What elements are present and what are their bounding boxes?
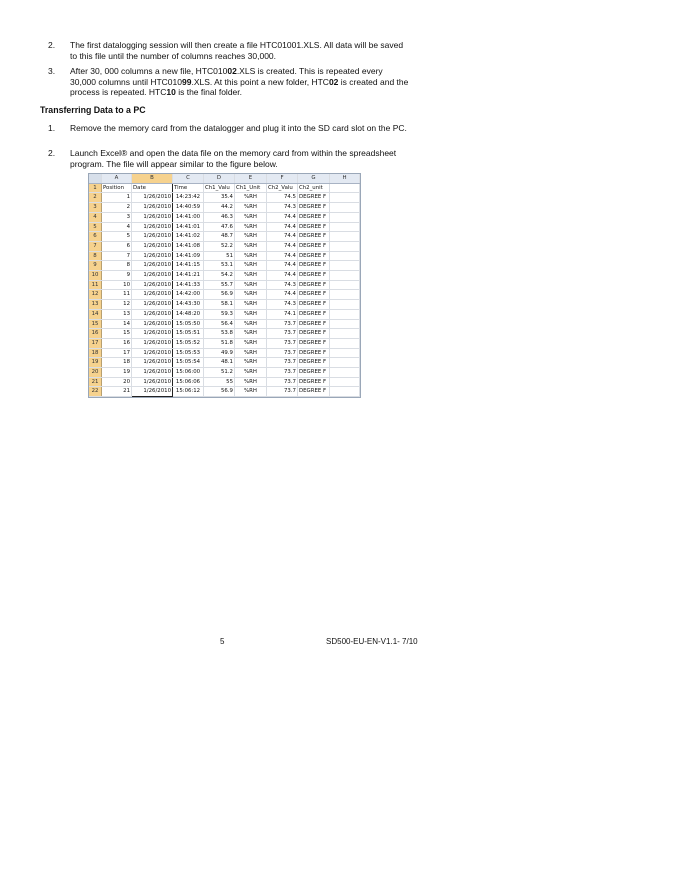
select-all-corner (89, 174, 102, 183)
header-cell: Ch1_Unit (235, 183, 267, 193)
table-cell: %RH (235, 309, 267, 319)
table-row (89, 387, 360, 397)
table-cell: 7 (102, 251, 132, 261)
spreadsheet-table (89, 174, 360, 397)
table-cell: %RH (235, 329, 267, 339)
table-cell: DEGREE F (298, 222, 330, 232)
table-cell: 1/26/2010 (132, 377, 173, 387)
row-number: 10 (89, 271, 102, 281)
table-cell: 35.4 (204, 193, 235, 203)
table-cell (330, 319, 360, 329)
table-row (89, 271, 360, 281)
header-cell (330, 183, 360, 193)
table-cell: DEGREE F (298, 309, 330, 319)
table-cell: 74.3 (267, 300, 298, 310)
table-cell: 15:05:51 (173, 329, 204, 339)
column-letter: H (330, 174, 360, 183)
table-cell: %RH (235, 193, 267, 203)
table-cell (330, 193, 360, 203)
row-number: 3 (89, 203, 102, 213)
table-cell: 14:41:09 (173, 251, 204, 261)
table-cell: 49.9 (204, 348, 235, 358)
table-cell (330, 368, 360, 378)
table-cell: 14:41:33 (173, 280, 204, 290)
table-cell: 1/26/2010 (132, 261, 173, 271)
table-cell: 74.4 (267, 271, 298, 281)
header-cell: Date (132, 183, 173, 193)
table-cell: DEGREE F (298, 300, 330, 310)
table-row (89, 300, 360, 310)
table-cell (330, 290, 360, 300)
table-cell: 73.7 (267, 329, 298, 339)
table-cell: 14:40:59 (173, 203, 204, 213)
table-cell: %RH (235, 338, 267, 348)
row-number: 22 (89, 387, 102, 397)
table-cell: 58.1 (204, 300, 235, 310)
table-cell: %RH (235, 241, 267, 251)
column-letter: G (298, 174, 330, 183)
table-cell: 74.4 (267, 222, 298, 232)
table-cell: 1/26/2010 (132, 241, 173, 251)
table-cell: DEGREE F (298, 358, 330, 368)
table-row (89, 358, 360, 368)
table-row (89, 261, 360, 271)
table-cell (330, 329, 360, 339)
table-cell: DEGREE F (298, 251, 330, 261)
table-cell: %RH (235, 280, 267, 290)
table-row (89, 348, 360, 358)
table-cell: 56.9 (204, 387, 235, 397)
table-cell (330, 338, 360, 348)
table-cell: 1/26/2010 (132, 280, 173, 290)
table-row (89, 319, 360, 329)
table-cell: 19 (102, 368, 132, 378)
table-cell: 18 (102, 358, 132, 368)
table-cell: 51 (204, 251, 235, 261)
table-cell: 14:41:15 (173, 261, 204, 271)
column-letter: C (173, 174, 204, 183)
step-number: 3. (48, 66, 56, 76)
table-row (89, 368, 360, 378)
table-row (89, 290, 360, 300)
table-cell: DEGREE F (298, 193, 330, 203)
table-cell: 54.2 (204, 271, 235, 281)
table-row (89, 212, 360, 222)
table-cell: 5 (102, 232, 132, 242)
table-cell: 3 (102, 212, 132, 222)
table-cell: 73.7 (267, 319, 298, 329)
table-cell: %RH (235, 212, 267, 222)
header-cell: Ch2_unit (298, 183, 330, 193)
table-cell: 1/26/2010 (132, 203, 173, 213)
table-cell: %RH (235, 368, 267, 378)
table-cell: DEGREE F (298, 203, 330, 213)
column-letter: A (102, 174, 132, 183)
table-cell: 11 (102, 290, 132, 300)
table-cell (330, 387, 360, 397)
table-cell: DEGREE F (298, 290, 330, 300)
column-letter: F (267, 174, 298, 183)
table-cell: 1/26/2010 (132, 193, 173, 203)
table-cell: 15:05:50 (173, 319, 204, 329)
table-cell: 2 (102, 203, 132, 213)
table-cell: 74.3 (267, 203, 298, 213)
table-cell: 6 (102, 241, 132, 251)
table-row (89, 232, 360, 242)
table-cell: 74.1 (267, 309, 298, 319)
table-cell: 14:23:42 (173, 193, 204, 203)
table-cell: %RH (235, 203, 267, 213)
table-cell: 14:41:21 (173, 271, 204, 281)
table-cell: %RH (235, 290, 267, 300)
row-number: 13 (89, 300, 102, 310)
table-cell: 59.3 (204, 309, 235, 319)
table-row (89, 338, 360, 348)
table-row (89, 241, 360, 251)
table-cell: 1/26/2010 (132, 271, 173, 281)
column-letter: E (235, 174, 267, 183)
row-number: 7 (89, 241, 102, 251)
row-number: 14 (89, 309, 102, 319)
table-cell: 74.5 (267, 193, 298, 203)
row-number: 9 (89, 261, 102, 271)
table-cell: 1/26/2010 (132, 222, 173, 232)
table-cell: 1/26/2010 (132, 251, 173, 261)
column-letter: B (132, 174, 173, 183)
row-number: 11 (89, 280, 102, 290)
table-row (89, 377, 360, 387)
table-cell: 48.1 (204, 358, 235, 368)
table-cell: 73.7 (267, 387, 298, 397)
spreadsheet-figure (88, 173, 361, 398)
table-cell: %RH (235, 251, 267, 261)
table-cell: 15:05:52 (173, 338, 204, 348)
row-number: 12 (89, 290, 102, 300)
table-cell: 74.4 (267, 212, 298, 222)
header-cell: Ch2_Valu (267, 183, 298, 193)
table-cell: 44.2 (204, 203, 235, 213)
table-cell (330, 348, 360, 358)
table-cell: DEGREE F (298, 261, 330, 271)
table-cell: DEGREE F (298, 368, 330, 378)
table-cell: 1/26/2010 (132, 309, 173, 319)
step-number: 2. (48, 40, 56, 50)
table-cell: 55.7 (204, 280, 235, 290)
table-cell: 73.7 (267, 368, 298, 378)
table-row (89, 183, 360, 193)
row-number: 17 (89, 338, 102, 348)
table-cell: 1/26/2010 (132, 212, 173, 222)
table-cell: %RH (235, 319, 267, 329)
section-heading: Transferring Data to a PC (40, 105, 146, 115)
table-cell: 48.7 (204, 232, 235, 242)
table-cell (330, 280, 360, 290)
header-cell: Position (102, 183, 132, 193)
header-cell: Ch1_Valu (204, 183, 235, 193)
step-number: 2. (48, 148, 56, 158)
row-number: 20 (89, 368, 102, 378)
table-cell: 1/26/2010 (132, 300, 173, 310)
table-cell: 14:43:30 (173, 300, 204, 310)
table-cell: 20 (102, 377, 132, 387)
table-cell: %RH (235, 261, 267, 271)
table-cell: 1/26/2010 (132, 338, 173, 348)
table-cell: %RH (235, 358, 267, 368)
table-cell (330, 232, 360, 242)
table-row (89, 280, 360, 290)
table-cell: DEGREE F (298, 387, 330, 397)
table-cell: 9 (102, 271, 132, 281)
row-number: 19 (89, 358, 102, 368)
table-cell: 13 (102, 309, 132, 319)
table-row (89, 193, 360, 203)
table-cell: DEGREE F (298, 212, 330, 222)
page-number: 5 (220, 637, 225, 646)
row-number: 18 (89, 348, 102, 358)
table-cell: 10 (102, 280, 132, 290)
table-cell: 21 (102, 387, 132, 397)
table-cell: 1/26/2010 (132, 348, 173, 358)
table-cell: DEGREE F (298, 280, 330, 290)
table-cell: 4 (102, 222, 132, 232)
table-cell (330, 300, 360, 310)
row-number: 4 (89, 212, 102, 222)
table-row (89, 329, 360, 339)
step-text: After 30, 000 columns a new file, HTC01002.XLS is created. This is repeated every 30,000 columns until HTC01099.XLS. At this point a new folder, HTC02 is created and the process is repeated. HTC10 is the final folder. (70, 66, 409, 98)
table-row (89, 203, 360, 213)
table-cell: %RH (235, 348, 267, 358)
table-cell: DEGREE F (298, 232, 330, 242)
step-text: The first datalogging session will then create a file HTC01001.XLS. All data will be saved to this file until the number of columns reaches 30,000. (70, 40, 404, 61)
table-row (89, 222, 360, 232)
table-cell: %RH (235, 222, 267, 232)
table-cell (330, 251, 360, 261)
table-cell (330, 212, 360, 222)
table-cell: 1 (102, 193, 132, 203)
row-number: 6 (89, 232, 102, 242)
table-cell: DEGREE F (298, 377, 330, 387)
table-cell: 52.2 (204, 241, 235, 251)
row-number: 5 (89, 222, 102, 232)
table-cell: 14:48:20 (173, 309, 204, 319)
row-number: 1 (89, 183, 102, 193)
table-cell: 14 (102, 319, 132, 329)
table-cell: 15:06:12 (173, 387, 204, 397)
column-header-row (89, 174, 360, 183)
table-cell (330, 377, 360, 387)
table-cell: %RH (235, 377, 267, 387)
table-cell (330, 309, 360, 319)
table-cell: 74.4 (267, 290, 298, 300)
table-cell: 74.4 (267, 251, 298, 261)
table-cell: 14:41:08 (173, 241, 204, 251)
column-letter: D (204, 174, 235, 183)
table-cell: 74.4 (267, 232, 298, 242)
table-cell: DEGREE F (298, 329, 330, 339)
table-cell: 15:06:00 (173, 368, 204, 378)
table-cell (330, 261, 360, 271)
table-cell: 1/26/2010 (132, 358, 173, 368)
step-text: Launch Excel® and open the data file on the memory card from within the spreadsheet program. The file will appear similar to the figure below. (70, 148, 397, 169)
table-cell: 56.4 (204, 319, 235, 329)
table-cell: 1/26/2010 (132, 329, 173, 339)
table-cell: 14:41:02 (173, 232, 204, 242)
table-cell: 74.4 (267, 261, 298, 271)
table-cell: 1/26/2010 (132, 387, 173, 397)
table-cell: 14:41:01 (173, 222, 204, 232)
row-number: 16 (89, 329, 102, 339)
table-cell: DEGREE F (298, 241, 330, 251)
table-cell: 1/26/2010 (132, 319, 173, 329)
table-cell: 73.7 (267, 358, 298, 368)
table-cell: 74.3 (267, 280, 298, 290)
table-cell: 15:05:54 (173, 358, 204, 368)
table-cell: 15 (102, 329, 132, 339)
header-cell: Time (173, 183, 204, 193)
table-cell: DEGREE F (298, 348, 330, 358)
table-cell (330, 222, 360, 232)
table-cell: 16 (102, 338, 132, 348)
table-cell: 73.7 (267, 377, 298, 387)
table-cell: 1/26/2010 (132, 368, 173, 378)
table-cell: 53.8 (204, 329, 235, 339)
table-cell: 55 (204, 377, 235, 387)
table-cell: 15:05:53 (173, 348, 204, 358)
doc-code: SD500-EU-EN-V1.1- 7/10 (326, 637, 418, 646)
row-number: 2 (89, 193, 102, 203)
table-cell: %RH (235, 232, 267, 242)
row-number: 8 (89, 251, 102, 261)
table-cell: DEGREE F (298, 338, 330, 348)
table-cell: 56.9 (204, 290, 235, 300)
table-cell: 1/26/2010 (132, 232, 173, 242)
table-row (89, 309, 360, 319)
table-cell: 14:42:00 (173, 290, 204, 300)
table-row (89, 251, 360, 261)
table-cell: %RH (235, 271, 267, 281)
table-cell: DEGREE F (298, 271, 330, 281)
table-cell: 73.7 (267, 338, 298, 348)
table-cell: %RH (235, 387, 267, 397)
table-cell (330, 203, 360, 213)
row-number: 21 (89, 377, 102, 387)
table-cell: %RH (235, 300, 267, 310)
table-cell: 1/26/2010 (132, 290, 173, 300)
step-text: Remove the memory card from the datalogger and plug it into the SD card slot on the PC. (70, 123, 407, 133)
table-cell: DEGREE F (298, 319, 330, 329)
row-number: 15 (89, 319, 102, 329)
step-number: 1. (48, 123, 56, 133)
table-cell: 17 (102, 348, 132, 358)
table-cell: 51.2 (204, 368, 235, 378)
table-cell (330, 271, 360, 281)
table-cell: 53.1 (204, 261, 235, 271)
table-cell: 46.3 (204, 212, 235, 222)
table-cell (330, 358, 360, 368)
table-cell: 8 (102, 261, 132, 271)
table-cell: 73.7 (267, 348, 298, 358)
table-cell: 14:41:00 (173, 212, 204, 222)
table-cell (330, 241, 360, 251)
table-cell: 12 (102, 300, 132, 310)
table-cell: 51.8 (204, 338, 235, 348)
table-cell: 47.6 (204, 222, 235, 232)
table-cell: 15:06:06 (173, 377, 204, 387)
table-cell: 74.4 (267, 241, 298, 251)
